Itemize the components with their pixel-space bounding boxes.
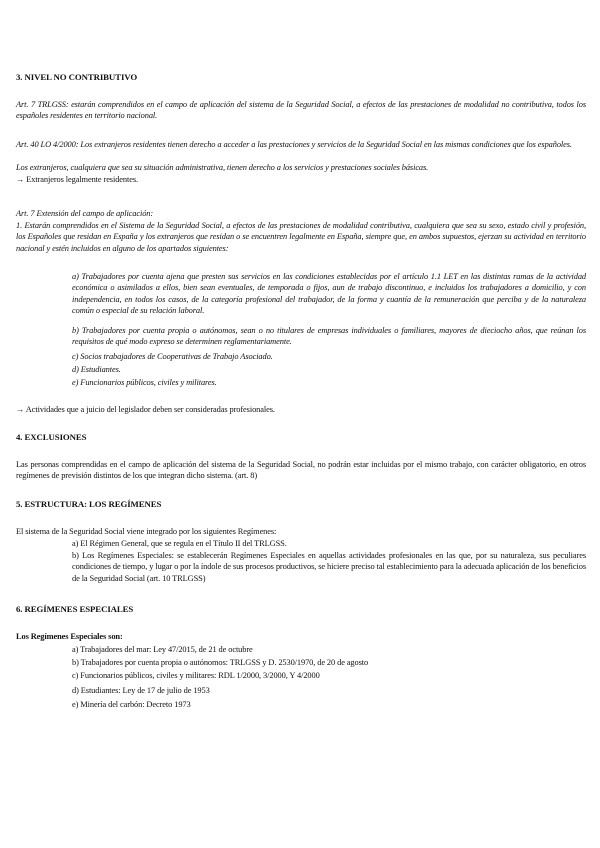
s3-paragraph-art7: Art. 7 TRLGSS: estarán comprendidos en el campo de aplicación del sistema de la Seguridad Social, a efectos de las prestaciones de modalidad no contributiva, todos los españoles residentes en territorio nacional.: [16, 100, 586, 121]
s3-arrow-note-actividades: → Actividades que a juicio del legislador deben ser consideradas profesionales.: [16, 405, 275, 414]
s3-list-item-b: b) Trabajadores por cuenta propia o autónomos, sean o no titulares de empresas individuales o familiares, mayores de dieciocho años, que reúnan los requisitos de qué modo expreso se determinen reglamentariamente.: [72, 326, 586, 347]
s6-item-a: a) Trabajadores del mar: Ley 47/2015, de 21 de octubre: [72, 645, 253, 654]
s6-item-b: b) Trabajadores por cuenta propia o autónomos: TRLGSS y D. 2530/1970, de 20 de agosto: [72, 658, 369, 667]
s6-item-d: d) Estudiantes: Ley de 17 de julio de 1953: [72, 686, 210, 695]
section-3-heading: 3. NIVEL NO CONTRIBUTIVO: [16, 72, 138, 82]
s5-paragraph: El sistema de la Seguridad Social viene integrado por los siguientes Regímenes:: [16, 527, 277, 536]
s3-paragraph-art40: Art. 40 LO 4/2000: Los extranjeros residentes tienen derecho a acceder a las prestaciones y servicios de la Seguridad Social en las mismas condiciones que los españoles.: [16, 140, 572, 149]
s6-subheading: Los Regímenes Especiales son:: [16, 632, 123, 641]
s6-item-c: c) Funcionarios públicos, civiles y militares: RDL 1/2000, 3/2000, Y 4/2000: [72, 671, 320, 680]
s3-list-item-c: c) Socios trabajadores de Cooperativas de Trabajo Asociado.: [72, 352, 273, 361]
s5-item-b: b) Los Regímenes Especiales: se establecerán Regímenes Especiales en aquellas actividades profesionales en las que, por su naturaleza, sus peculiares condiciones de tiempo, y lugar o por la índole de sus procesos productivos, se hiciere preciso tal establecimiento para la adecuada aplicación de los beneficios de la Seguridad Social (art. 10 TRLGSS): [72, 551, 586, 583]
s6-item-e: e) Minería del carbón: Decreto 1973: [72, 700, 191, 709]
s3-art7-paragraph: 1. Estarán comprendidos en el Sistema de la Seguridad Social, a efectos de las prestaciones de modalidad contributiva, cualquiera que sea su sexo, estado civil y profesión, los Españoles que residan en España y los extranjeros que residan o se encuentren legalmente en España, siempre que, en ambos supuestos, ejerzan su actividad en territorio nacional y estén incluidos en alguno de los apartados siguientes:: [16, 221, 586, 253]
s3-arrow-note-residentes: → Extranjeros legalmente residentes.: [16, 175, 138, 184]
s3-list-item-d: d) Estudiantes.: [72, 365, 121, 374]
s3-art7-title: Art. 7 Extensión del campo de aplicación:: [16, 209, 154, 218]
section-5-heading: 5. ESTRUCTURA: LOS REGÍMENES: [16, 499, 162, 509]
s4-paragraph: Las personas comprendidas en el campo de aplicación del sistema de la Seguridad Social, no podrán estar incluidas por el mismo trabajo, con carácter obligatorio, en otros regímenes de previsión distintos de los que integran dicho sistema. (art. 8): [16, 460, 586, 481]
s3-list-item-a: a) Trabajadores por cuenta ajena que presten sus servicios en las condiciones establecidas por el artículo 1.1 LET en las distintas ramas de la actividad económica o asimilados a ellos, bien sean eventuales, de temporada o fijos, aun de trabajo discontinuo, e incluidos los trabajadores a domicilio, y con independencia, en todos los casos, de la categoría profesional del trabajador, de la forma y cuantía de la remuneración que perciba y de la naturaleza común o especial de su relación laboral.: [72, 272, 586, 316]
section-6-heading: 6. REGÍMENES ESPECIALES: [16, 604, 134, 614]
s3-paragraph-extranjeros: Los extranjeros, cualquiera que sea su situación administrativa, tienen derecho a los servicios y prestaciones sociales básicas.: [16, 163, 429, 172]
s3-list-item-e: e) Funcionarios públicos, civiles y militares.: [72, 378, 217, 387]
section-4-heading: 4. EXCLUSIONES: [16, 432, 87, 442]
s5-item-a: a) El Régimen General, que se regula en el Título II del TRLGSS.: [72, 539, 287, 548]
